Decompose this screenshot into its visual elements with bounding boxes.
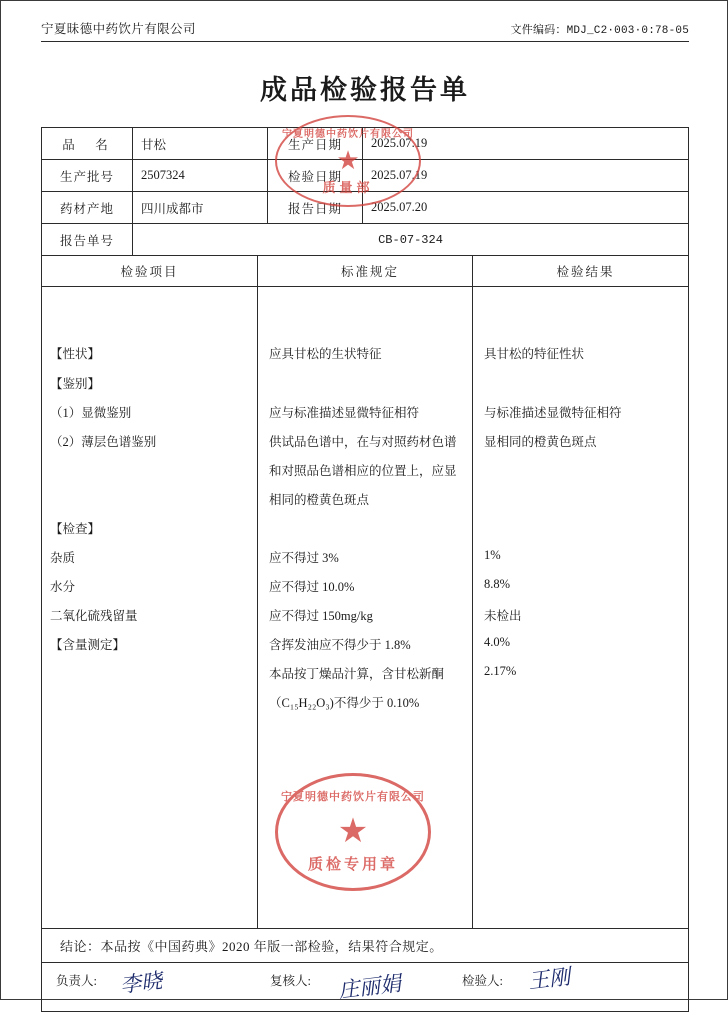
results-table [41, 256, 689, 929]
result-standard: 应与标准描述显微特征相符 [269, 406, 420, 420]
column-header-standard: 标准规定 [340, 265, 399, 279]
result-item: 杂质 [50, 551, 76, 565]
responsible-label: 负责人: [56, 974, 97, 988]
report-date-value: 2025.07.20 [363, 192, 689, 224]
document-header [41, 19, 689, 42]
product-name-label: 品 名 [42, 128, 133, 160]
star-icon: ★ [336, 146, 360, 175]
seal-arc-text: 宁夏明德中药饮片有限公司 [281, 791, 425, 803]
result-standard: 应不得过 3% [269, 551, 339, 565]
table-row [42, 128, 689, 160]
production-date-label: 生产日期 [268, 128, 363, 160]
seal-arc-text: 宁夏明德中药饮片有限公司 [282, 129, 414, 140]
reviewer-label: 复核人: [270, 974, 311, 988]
result-value: 8.8% [484, 577, 511, 591]
product-info-table [41, 127, 689, 256]
inspection-date-value: 2025.07.19 [363, 160, 689, 192]
table-row [42, 192, 689, 224]
batch-number-value: 2507324 [133, 160, 268, 192]
column-header-item: 检验项目 [120, 265, 179, 279]
inspector-label: 检验人: [462, 974, 503, 988]
result-value: 显相同的橙黄色斑点 [484, 435, 597, 449]
result-standard: 供试品色谱中，在与对照药材色谱 [269, 435, 457, 449]
result-value: 未检出 [484, 609, 522, 623]
reviewer-signature: 庄丽娟 [336, 971, 403, 1003]
origin-label: 药材产地 [42, 192, 133, 224]
report-number-label: 报告单号 [42, 224, 133, 256]
table-row [42, 224, 689, 256]
origin-value: 四川成都市 [133, 192, 268, 224]
report-number-value: CB-07-324 [133, 224, 689, 256]
result-standard: 应具甘松的生状特征 [269, 347, 382, 361]
result-value: 具甘松的特征性状 [484, 347, 585, 361]
result-item: 【检查】 [50, 522, 101, 536]
result-value: 与标准描述显微特征相符 [484, 406, 622, 420]
seal-bottom-text: 质量部 [322, 180, 374, 195]
page-title: 成品检验报告单 [260, 75, 470, 105]
results-header-row [42, 256, 688, 286]
result-standard: 含挥发油应不得少于 1.8% [269, 638, 411, 652]
production-date-value: 2025.07.19 [363, 128, 689, 160]
result-standard: （C₁₅H₂₂O₃)不得少于 0.10% [269, 696, 420, 710]
responsible-signature: 李晓 [118, 968, 164, 998]
result-value: 1% [484, 548, 501, 562]
result-standard: 相同的橙黄色斑点 [269, 493, 370, 507]
document-code: 文件编码：MDJ_C2·003·0:78-05 [510, 25, 689, 37]
inspector-signature: 王刚 [526, 964, 572, 994]
result-value: 4.0% [484, 635, 511, 649]
batch-number-label: 生产批号 [42, 160, 133, 192]
table-row [42, 160, 689, 192]
result-standard: 和对照品色谱相应的位置上，应显 [269, 464, 457, 478]
result-item: 二氧化硫残留量 [50, 609, 138, 623]
result-item: 水分 [50, 580, 76, 594]
result-item: 【含量测定】 [50, 638, 126, 652]
result-standard: 应不得过 10.0% [269, 580, 355, 594]
result-standard: 本品按丁燥品汁算，含甘松新酮 [269, 667, 445, 681]
column-header-result: 检验结果 [556, 265, 615, 279]
results-body [42, 286, 688, 928]
result-item: （2）薄层色谱鉴别 [50, 435, 157, 449]
star-icon: ★ [337, 813, 369, 850]
result-item: （1）显微鉴别 [50, 406, 132, 420]
result-item: 【性状】 [50, 347, 101, 361]
seal-bottom-text: 质检专用章 [307, 857, 398, 873]
signature-row [41, 963, 689, 1012]
product-name-value: 甘松 [133, 128, 268, 160]
result-standard: 应不得过 150mg/kg [269, 609, 373, 623]
document-body [41, 19, 689, 1012]
inspection-date-label: 检验日期 [268, 160, 363, 192]
result-item: 【鉴别】 [50, 377, 101, 391]
company-name: 宁夏昧德中药饮片有限公司 [41, 22, 196, 36]
report-date-label: 报告日期 [268, 192, 363, 224]
result-value: 2.17% [484, 664, 517, 678]
conclusion-text: 结论：本品按《中国药典》2020 年版一部检验，结果符合规定。 [41, 929, 689, 963]
